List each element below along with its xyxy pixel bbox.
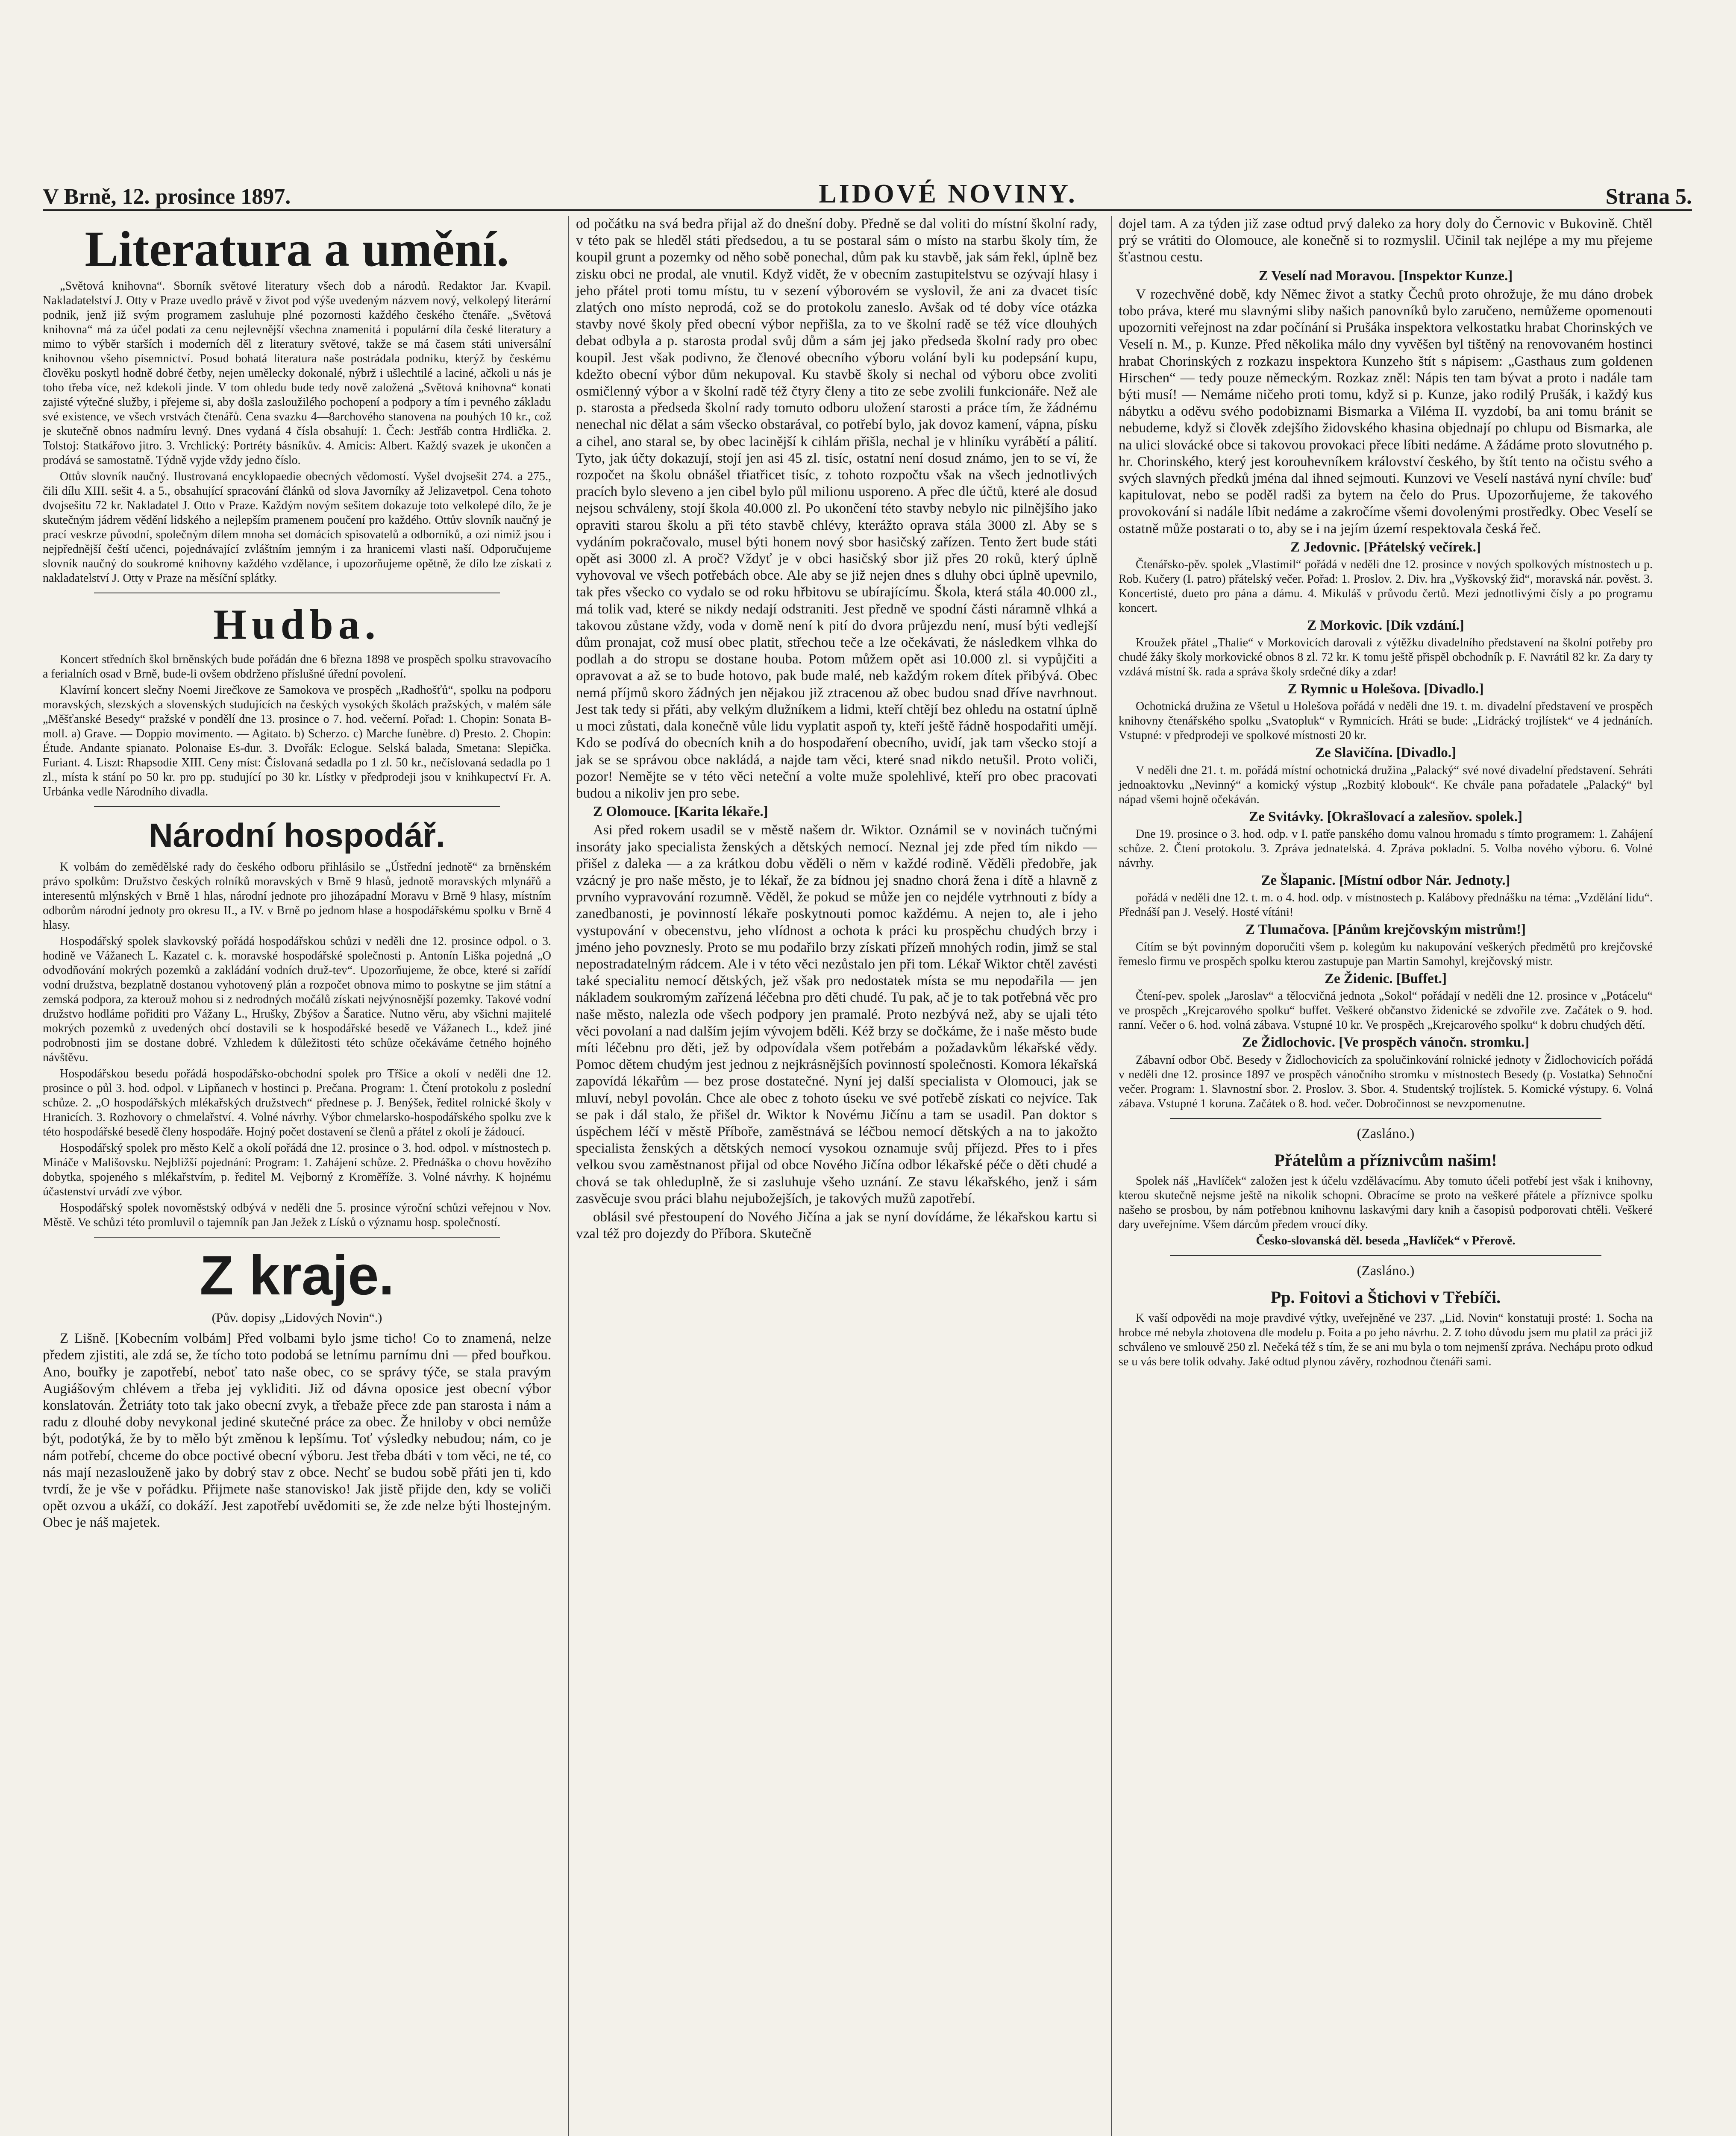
notice-signature: Česko-slovanská děl. beseda „Havlíček“ v Přerově.	[1256, 1234, 1516, 1247]
article-spolek-novomestsky: Hospodářský spolek novoměstský odbývá v neděli dne 5. prosince výroční schůzi veřejnou v Nov. Městě. Ve schůzi této promluvil o tajemník pan Jan Ježek z Lísků o významu hosp. společností.	[43, 1201, 551, 1229]
article-ze-svitavky: Dne 19. prosince o 3. hod. odp. v I. patře panského domu valnou hromadu s tímto programem: 1. Zahájení schůze. 2. Čtení protokolu. 3. Zpráva jednatelská. 4. Zpráva pokladní. 5. Volba nového výboru. 6. Volné návrhy.	[1119, 827, 1653, 870]
article-klavirni-koncert: Klavírní koncert slečny Noemi Jirečkove ze Samokova ve prospěch „Radhošťů“, spolku na podporu moravských, slezských a slovenských studujících na českých vysokých školách pražských, v malém sále „Měšťanské Besedy“ pražské v pondělí dne 13. prosince o 7. hod. večerní. Pořad: 1. Chopin: Sonata B-moll. a) Grave. — Doppio movimento. — Agitato. b) Scherzo. c) Marche funèbre. d) Presto. 2. Chopin: Étude. Andante spianato. Polonaise Es-dur. 3. Dvořák: Eclogue. Selská balada, Smetana: Slepička. Furiant. 4. Liszt: Rhapsodie XIII. Ceny míst: Číslovaná sedadla po 1 zl. 50 kr., nečíslovaná sedadla po 1 zl., místa k stání po 50 kr. pro pp. studující po 30 kr. Lístky v předprodeji jsou v knihkupectví Fr. A. Urbánka vedle Národního divadla.	[43, 684, 551, 798]
column-2	[568, 216, 1097, 2136]
page-number: Strana 5.	[1605, 185, 1692, 209]
notice-foit: K vaší odpovědi na moje pravdivé výtky, uveřejněné ve 237. „Lid. Novin“ konstatuji prosté: 1. Socha na hrobce mé nebyla zhotovena dle modelu p. Foita a po jeho návrhu. 2. Z toho důvodu jsem mu platil za práci již schváleno ve smlouvě 250 zl. Nečeká též s tím, že se ani mu byla o tom nejmenší zpráva. Nechápu proto odkud se u vás bere tolik odvahy. Jaké odtud plynou závěry, rozhodnou čtenáři sami.	[1119, 1312, 1653, 1369]
article-heading-slavicin: Ze Slavičína. [Divadlo.]	[1315, 745, 1457, 761]
article-heading-olomouc: Z Olomouce. [Karita lékaře.]	[593, 804, 768, 820]
article-heading-tlumacov: Z Tlumačova. [Pánům krejčovským mistrům!]	[1245, 922, 1526, 938]
article-heading-veseli: Z Veselí nad Moravou. [Inspektor Kunze.]	[1258, 268, 1513, 284]
divider	[1170, 1118, 1601, 1119]
article-heading-morkovice: Z Morkovic. [Dík vzdání.]	[1307, 618, 1464, 634]
article-svetova-knihovna: „Světová knihovna“. Sborník světové literatury všech dob a národů. Redaktor Jar. Kvapil. Nakladatelství J. Otty v Praze uvedlo právě v život pod výše uvedeným názvem nový, velkolepý literární podnik, jenž již svým programem zasluhuje plné pozornosti každého českého čtenáře. „Světová knihovna“ má za účel podati za cenu nejlevnější všechna znamenitá i populární díla české literatury a mimo to výběr starších i moderních děl z literatury světové, takže se má časem státi universální knihovnou všeho písemnictví. Posud bohatá literatura naše postrádala podniku, kterýž by českému člověku poskytl hodně dobré četby, nejen umělecky dokonalé, nýbrž i ušlechtilé a laciné, ačkoli u nás je toho třeba více, než kdekoli jinde. V tom ohledu bude tedy nově založená „Světová knihovna“ konati zajisté výtečné služby, i přejeme si, aby došla zasloužilého pochopení a podpory a tím i pevného základu své existence, ve všech vrstvách čtenářů. Cena svazku 4—8archového stanovena na pouhých 10 kr., což je skutečně obnos nadmíru levný. Dnes vydaná 4 čísla obsahují: 1. Čech: Jestřáb contra Hrdlička. 2. Tolstoj: Statkářovo jitro. 3. Vrchlický: Portréty básníkův. 4. Amicis: Albert. Každý svazek je ukončen a prodává se samostatně. Týdně vyjde vždy jedno číslo.	[43, 279, 551, 467]
issue-date: V Brně, 12. prosince 1897.	[43, 185, 291, 209]
zaslano-label: (Zasláno.)	[1357, 1263, 1415, 1279]
notice-heading-pratelum: Přátelům a příznivcům našim!	[1274, 1150, 1497, 1170]
section-title-narodni-hospodar: Národní hospodář.	[149, 816, 445, 854]
article-z-olomouce-end: oblásil své přestoupení do Nového Jičína a jak se nyní dovídáme, že lékařskou kartu si vzal též pro dojezdy do Příbora. Skutečně	[576, 1209, 1097, 1242]
article-z-tlumacova: Cítím se být povinným doporučiti všem p. kolegům ku nakupování veškerých předmětů pro krejčovské řemeslo firmu ve prospěch spolku kterou zastupuje pan Martin Samohyl, krejčovský mistr.	[1119, 940, 1653, 968]
article-volby-zemedelska-rada: K volbám do zemědělské rady do českého odboru přihlásilo se „Ústřední jednotě“ za brněnském právo spolkům: Družstvo českých rolníků moravských v Brně 9 hlasů, jednotě moravských mlynářů a interesentů mlýnských v Brně 1 hlas, národní jednote pro jihozápadní Moravu v Brně 9 hlasy, místním odborům národní jednoty pro okresu II., a IV. v Brně po jednom hlase a hospodářskému spolku v Brně 4 hlasy.	[43, 860, 551, 932]
section-title-z-kraje: Z kraje.	[200, 1244, 394, 1306]
notice-heading-foit: Pp. Foitovi a Štichovi v Třebíči.	[1270, 1288, 1501, 1307]
article-ze-zidenic: Čtení-pev. spolek „Jaroslav“ a tělocvičná jednota „Sokol“ pořádají v neděli dne 12. prosince v „Potácelu“ ve prospěch „Krejcarového spolku“ buffet. Veškeré občanstvo židenické se zdvořile zve. Začátek o 9. hod. ranní. Večer o 6. hod. volná zábava. Vstupné 10 kr. Ve prospěch „Krejcarového spolku“ k dobru chudých dětí.	[1119, 989, 1653, 1032]
article-spolek-slavkovsky: Hospodářský spolek slavkovský pořádá hospodářskou schůzi v neděli dne 12. prosince odpol. o 3. hodině ve Vážanech L. Kazatel c. k. moravské hospodářské společnosti p. Antonín Liška pojedná „O odvodňování mokrých pozemků a zakládání vodních druž-tev“. Upozorňujeme, že obce, které si zařídí vodní družstva, bezplatně dostanou vyhotovený plán a rozpočet obnova mimo to poskytne se jim státní a zemská podpora, za kterouž mohou si z nedrodných močálů získati nejvýnosnější pozemky. Takové vodní družstvo hodláme pořiditi pro Vážany L., Hrušky, Zbýšov a Šaratice. Nutno věru, aby všichni majitelé mokrých pozemků z uvedených obcí dostavili se k hospodářské besedě ve Vážanech L., kdež jiné podrobnosti jim se dostane dobré. Vzhledem k důležitosti této schůze očekáváme četného hojného návštěvu.	[43, 935, 551, 1064]
article-z-veseli: V rozechvěné době, kdy Němec život a statky Čechů proto ohrožuje, že mu dáno drobek tobo práva, které mu slavnými sliby našich panovníků bylo zaručeno, nemůžeme opomenouti upozorniti veřejnost na zdar počínání si Prušáka inspektora velkostatku hrabat Chorinských ve Veselí n. M., p. Kunze. Před několika málo dny vyvěšen byl tištěný na renovovaném hostinci hrabat Chorinských z rozkazu inspektora Kunzeho štít s nápisem: „Gasthaus zum goldenen Hirschen“ — tedy pouze německým. Rozkaz zněl: Nápis ten tam bývat a proto i nadále tam býti musí! — Nemáme ničeho proti tomu, když si p. Kunze, jako rodilý Prušák, i každý kus nábytku a oděvu svého podobiznami Bismarka a Viléma II. vyzdobí, ba ani tomu bránit se nebudeme, když si člověk zdejšího židovského khasina objednají po chlupu od Bismarka, ale na ulici slovácké obce si takovou provokaci přece líbiti nedáme. A žádáme proto slovutného p. hr. Chorinského, který jest korouhevníkem království českého, by štít tento na očistu svého a svých slavných předků jména dal ihned sejmouti. Kunzovi ve Veselí nastává nyní chvíle: buď kapitulovat, nebo se poděl radši za bytem na čelo do Prus. Upozorňujeme, že takového provokování si nadále líbit nedáme a zakročíme všemi dovolenými prostředky. Obec Veselí se ostatně může postarati o to, aby se i na jejím území respektovala česká řeč.	[1119, 286, 1653, 537]
article-ze-slapanic: pořádá v neděli dne 12. t. m. o 4. hod. odp. v místnostech p. Kalábovy přednášku na téma: „Vzdělání lidu“. Přednáší pan J. Veselý. Hosté vítáni!	[1119, 891, 1653, 919]
notice-pratelum: Spolek náš „Havlíček“ založen jest k účelu vzdělávacímu. Aby tomuto účeli potřebí jest však i knihovny, kterou skutečně nejsme ještě na nikolik schopni. Obracíme se proto na veškeré přátele a příznivce spolku našeho se prosbou, by nám potřebnou knihovnu laskavými dary knih a časopisů podporovati chtěli. Veškeré dary uveřejníme. Všem dárcům předem vroucí díky.	[1119, 1174, 1653, 1231]
article-z-rymnic: Ochotnická družina ze Všetul u Holešova pořádá v neděli dne 19. t. m. divadelní představení ve prospěch knihovny čtenářského spolku „Svatopluk“ v Rymnicích. Hráti se bude: „Lidrácký trojlístek“ ve 4 jednáních. Vstupné: v předprodeji ve spolkové místnosti 20 kr.	[1119, 700, 1653, 742]
divider	[1170, 1255, 1601, 1256]
article-continuation: dojel tam. A za týden již zase odtud prvý daleko za hory doly do Černovic v Bukovině. Chtěl prý se vrátiti do Olomouce, ale konečně si to rozmyslil. Učinil tak nejlépe a my mu přejeme šťastnou cestu.	[1119, 216, 1653, 265]
article-heading-rymnice: Z Rymnic u Holešova. [Divadlo.]	[1287, 681, 1484, 697]
article-z-lisne: Z Lišně. [Kobecním volbám] Před volbami bylo jsme ticho! Co to znamená, nelze předem zjistiti, ale zdá se, že tícho toto podobá se letnímu parnímu dni — před bouřkou. Ano, bouřky je zapotřebí, neboť tato naše obec, co se správy týče, se stala pravým Augiášovým chlévem a třeba jej vykliditi. Již od dávna oposice jest obecní výbor konslatován. Žetriáty toto tak jako obecní zvyk, a třebaže přece zde pan starosta i nám a radu z dlouhé doby nevykonal jediné skutečné práce za obec. Že hniloby v obci nemůže být, podotýká, že by to mělo být změnou k lepšímu. Toť výsledky nebudou; nám, co je nám potřebí, chceme do obce poctivé obecní výboru. Jest třeba dbáti v tom věci, ne té, co nás mají nezaslouženě jako by dobrý stav z obce. Nechť se budou sobě přáti jen ti, kdo tvrdí, že je vše v pořádku. Přijmete naše stanovisko! Jak jistě přijde den, kdy se voliči opět ozvou a ukáží, co dokáží. Jest zapotřebí uvědomiti se, že zde nelze býti lhostejným. Obec je náš majetek.	[43, 1331, 551, 1531]
article-ottuv-slovnik: Ottův slovník naučný. Ilustrovaná encyklopaedie obecných vědomostí. Vyšel dvojsešit 274. a 275., čili dílu XIII. sešit 4. a 5., obsahující spracování článků od slova Javorníky až Jelizavetpol. Cena tohoto dvojsešitu 72 kr. Nakladatel J. Otto v Praze. Každým novým sešitem dokazuje toto velkolepé dílo, že je skutečným jádrem vědění lidského a nejlepším pramenem poučení pro každého. Ottův slovník naučný je prací veskrze původní, společným dílem mnoha set domácích spisovatelů a odborníků, a ozi nimiž jsou i nejpřednější čeští učenci, pojednávající zvláštním jemným i za hranicemi vlasti naší. Odporučujeme slovník naučný do soukromé knihovny každého vzdělance, i upozorňujeme opětně, že dílo lze získati z nakladatelství J. Otty v Praze na měsíční splátky.	[43, 470, 551, 585]
zaslano-label: (Zasláno.)	[1357, 1126, 1415, 1141]
article-z-jedovnic: Čtenářsko-pěv. spolek „Vlastimil“ pořádá v neděli dne 12. prosince v nových spolkových místnostech u p. Rob. Kučery (I. patro) přátelský večer. Pořad: 1. Proslov. 2. Div. hra „Vyškovský žid“, moravská nár. pověst. 3. Koncertisté, dueto pro pána a dámu. 4. Mikuláš v průvodu čertů. Mezi jednotlivými čísly a po programu koncert.	[1119, 558, 1653, 615]
article-heading-zidenice: Ze Židenic. [Buffet.]	[1325, 971, 1447, 987]
divider	[94, 1237, 500, 1238]
article-z-morkovic: Kroužek přátel „Thalie“ v Morkovicích darovali z výtěžku divadelního představení na školní potřeby pro chudé žáky školy morkovické obnos 8 zl. 72 kr. K tomu ještě přispěl obchodník p. F. Navrátil 82 kr. Za dary ty vzdává místní šk. rada a správa školy srdečné díky a zdar!	[1119, 636, 1653, 679]
section-title-literatura: Literatura a umění.	[85, 221, 509, 277]
article-ze-zidlochovic: Zábavní odbor Obč. Besedy v Židlochovicích za spolučinkování rolnické jednoty v Židlochovicích pořádá v neděli dne 12. prosince 1897 ve prospěch vánočního stromku v místnostech Besedy (p. Vostatka) Sehnoční večer. Program: 1. Slavnostní sbor. 2. Proslov. 3. Sbor. 4. Studentský trojlístek. 5. Komické výstupy. 6. Volná zábava. Vstupné 1 koruna. Začátek o 8. hod. večer. Dobročinnost se nevzpomenutne.	[1119, 1053, 1653, 1110]
article-spolek-kelc: Hospodářský spolek pro město Kelč a okolí pořádá dne 12. prosince o 3. hod. odpol. v místnostech p. Mináče v Mališovsku. Nejbližší pojednání: Program: 1. Zahájení schůze. 2. Přednáška o chovu hovězího dobytka, spojeného s mlékařstvím, p. ředitel M. Vejborný z Kroměříže. 3. Volné návrhy. K hojnému účastenství urvádí zve výbor.	[43, 1141, 551, 1198]
column-3	[1111, 216, 1653, 2136]
section-subtitle-z-kraje: (Pův. dopisy „Lidových Novin“.)	[211, 1311, 382, 1325]
article-continuation: od počátku na svá bedra přijal až do dnešní doby. Předně se dal voliti do místní školní rady, v této pak se hleděl státi předsedou, a tu se postaral sám o místo na starbu školy tím, že koupil grunt a pozemky od něho sobě ponechal, dům pak ku stavbě, jak sám řekl, úplně bez zisku obci ne prodal, ale vnutil. Když vidět, že v obecním zastupitelstvu se ozývají hlasy i jeho přátel proti tomu místu, tu v sezení výborovém se vyslovil, že ani za dvacet tisíc zlatých ono místo neprodá, což se do protokolu zaneslo. Avšak od té doby více otázka stavby nové školy před obecní výbor nepřišla, za to ve školní radě se též více dlouhých debat odbyla a p. starosta prodal svůj dům a sám jej jako předseda školní rady pro obec koupil. Jest však podivno, že členové obecního výboru volání byli ku podepsání kupu, kdežto obecní výbor dům nekupoval. Ku stavbě školy si nechal od výboru obce zvoliti osmičlenný výbor a v školní radě též čtyry členy a tito ze sebe zvolili funkcionáře. Než ale p. starosta a předseda školní rady tomuto odboru uložení starosti a práce tím, že žádnému nenechal nic dělat a sám všecko obstarával, co potřebí bylo, jak dovoz kamení, vápna, písku a cihel, ano staral se, by obec lacinější k cihlám přišla, nechal je v hliníku vyrábětí a pálití. Tyto, jak účty dokazují, stojí jen asi 45 zl. tisíc, ostatní není dosud známo, jen to se ví, že rozpočet na školu obnášel třiatřicet tisíc, z tohoto rozpočtu však na všech jednotlivých pracích bylo sleveno a jen cibel bylo půl milionu usporeno. A přec dle účtů, které ale dosud nejsou schváleny, stojí škola 40.000 zl. Po ukončení této stavby nebylo nic pilnějšího jako opraviti starou školu a při této stavbě chlévy, kterážto oprava stála 3000 zl. Aby se s vydáním pokračovalo, musel býti honem nový sbor hasičský zařízen. Tento žert bude státi opět asi 3000 zl. A proč? Vždyť je v obci hasičský sbor již přes 20 roků, který úplně vyhovoval ve všech potřebách obce. Ale aby se již nejen dnes s dluhy obci úplně upevnilo, tak přes všecko co vydalo se od roku hřbitovu se ubírajícímu. Škola, která stála 40.000 zl., má tolik vad, které se nikdy nedají odstraniti. Jest předně ve spodní části náramně vlhká a takovou zůstane vždy, voda v domě není k pití do dvora průjezdu není, musí býti vedlejší dům pronajat, což musí obec platit, střechou teče a lze očekávati, že následkem vlhka do podlah a do stropu se dostane houba. Potom můžem opět asi 10.000 zl. si vypůjčiti a opravovat a až se to bude hotovo, pak bude malé, neb každým rokem dítek přibývá. Obec nemá příjmů skoro žádných jen nějakou již ztracenou až obec budou snad dříve navrhnout. Jest tak tedy si přáti, aby velkým dlužníkem a lidmi, kteří chtějí bez ohledu na ostatní úplně u moci zůstati, dala konečně vůle lidu vyplatit aspoň ty, kteří ještě řádně hospodařiti umějí. Kdo se podívá do obecních knih a do hospodaření obecního, uvidí, jak tam všecko stojí a jak se se správou obce nakládá, a najde tam věci, které snad nikdo netušil. Proto voliči, pozor! Nemějte se v této věci neteční a volte muže spolehlivé, kteří pro obec pracovati budou a nikoliv jen pro sebe.	[576, 216, 1097, 801]
section-title-hudba: Hudba.	[213, 601, 381, 648]
article-heading-svitavky: Ze Svitávky. [Okrašlovací a zalesňov. spolek.]	[1249, 809, 1522, 824]
article-koncert-skol: Koncert středních škol brněnských bude pořádán dne 6 března 1898 ve prospěch spolku stravovacího a ferialních osad v Brně, bude-li ovšem obdrženo příslušné úřední povolení.	[43, 653, 551, 681]
column-1	[43, 216, 551, 2136]
article-z-olomouce: Asi před rokem usadil se v městě našem dr. Wiktor. Oznámil se v novinách tučnými insoráty jako specialista ženských a dětských nemocí. Neznal jej zde před tím nikdo — přišel z daleka — a za krátkou dobu věděli o něm v každé rodině. Věděli předobře, jak vzácný je pro naše město, je to lékař, že za bídnou jej snadno chorá žena i dítě a hlavně z prvního vypravování rozumně. Věděl, že pokud se může jen co nejdéle vytrhnouti z bídy a zanedbanosti, je povinností lékaře poskytnouti pomoc každému. A nejen to, ale i jeho vystupování v obecenstvu, jeho vlídnost a ochota k práci ku prospěchu chudých brzy i jméno jeho povznesly. Proto se mu podařilo brzy získati přízeň mnohých rodin, jimž se stal nepostradatelným rádcem. Ale i v této věci nezůstalo jen při tom. Lékař Wiktor chtěl zavésti také specialitu nemocí dětských, jež však pro nedostatek místa se mu nepodařila — jen nákladem soukromým zařízená léčebna pro děti chudé. Tu pak, ač je to tak potřebná věc pro naše město, nalezla ode všech podpory jen pramalé. Proto nezbývá než, aby se ujali této věci povolaní a nad dalším jejím vývojem bděli. Kéž brzy se dočkáme, že i naše město bude míti léčebnu pro děti, jež by odpovídala všem potřebám a požadavkům lékařské vědy. Pomoc dětem chudým jest jednou z nejkrásnějších povinností společnosti. Komora lékařská zapovídá lékařům — bez prose dostatečné. Nyní jej další specialista v Olomouci, jak se mluví, nebyl povolán. Chce ale obec z tohoto úseku ve své potřebě získati co nejvíce. Tak se pak i dál stalo, že přišel dr. Wiktor k Novému Jičínu a tam se usadil. Pan doktor s úspěchem léčí v městě Příboře, zaměstnává se léčbou nemocí dětských a na to jakožto specialista ženských a dětských nemocí vysokou oznamuje svůj příjezd. Přes to i přes velkou svou zaměstnanost přijal od obce Nového Jičína odbor lékařské péče o děti chudé a chová se tak ohleduplně, že si zasluhuje všeho uznání. Ze stavu lékařského, jenž i sám zasvěcuje svou práci blahu nejubožejších, je takových mužů zapotřebí.	[576, 822, 1097, 1206]
article-heading-zidlochovice: Ze Židlochovic. [Ve prospěch vánočn. stromku.]	[1242, 1035, 1530, 1050]
divider	[94, 806, 500, 807]
article-heading-slapanice: Ze Šlapanic. [Místní odbor Nár. Jednoty.]	[1261, 872, 1510, 888]
masthead	[43, 171, 1692, 211]
newspaper-title: LIDOVÉ NOVINY.	[819, 179, 1078, 208]
article-ze-slavicina: V neděli dne 21. t. m. pořádá místní ochotnická družina „Palacký“ své nové divadelní představení. Sehráti jednoaktovku „Nevinný“ a komický výstup „Rozbitý klobouk“. Ke chvále pana pořadatele „Palacký“ byl nápad všemi hojně očekáván.	[1119, 763, 1653, 806]
article-heading-jedovnice: Z Jedovnic. [Přátelský večírek.]	[1290, 539, 1481, 555]
article-hosp-beseda-trsice: Hospodářskou besedu pořádá hospodářsko-obchodní spolek pro Třšice a okolí v neděli dne 12. prosince o půl 3. hod. odpol. v Lipňanech v hostinci p. Prečana. Program: 1. Čtení protokolu z poslední schůze. 2. „O hospodářských mlékařských družstvech“ přednese p. J. Benýšek, ředitel rolnické školy v Hranicích. 3. Rozhovory o chmelařství. 4. Volné návrhy. Výbor chmelarsko-hospodářského spolku zve k této hospodářské besedě členy hospodáře. Hojný počet dostavení se členů a přátel z okolí je žádoucí.	[43, 1067, 551, 1138]
